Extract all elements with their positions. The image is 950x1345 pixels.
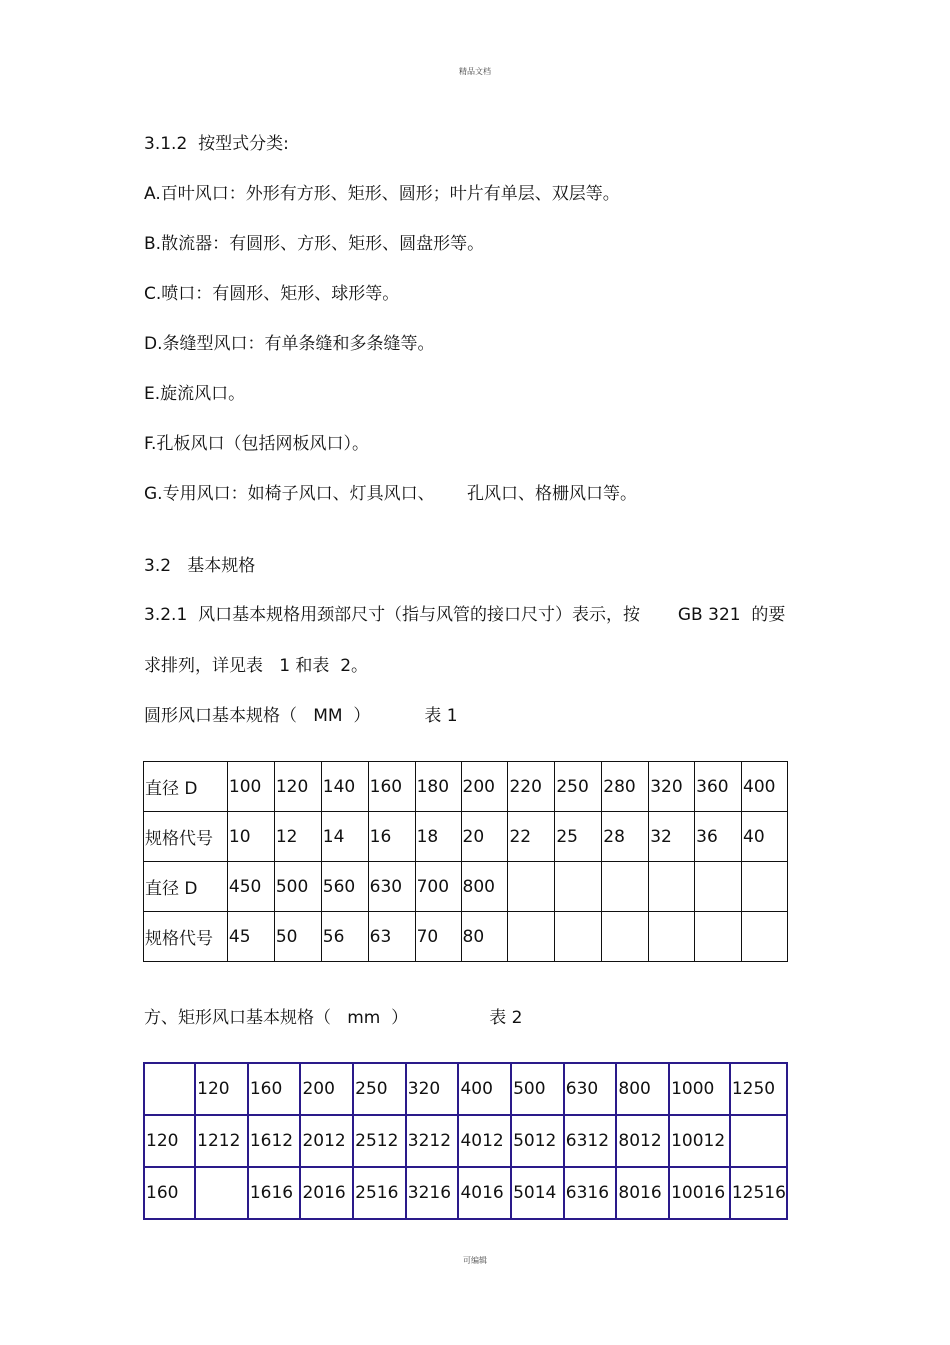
table-cell	[144, 1063, 195, 1115]
table-cell: 18	[415, 812, 461, 862]
table-cell: 200	[461, 762, 508, 812]
table-cell	[649, 862, 695, 912]
table-cell: 100	[227, 762, 274, 812]
table-cell: 800	[461, 862, 508, 912]
table-cell: 20	[461, 812, 508, 862]
table-cell: 180	[415, 762, 461, 812]
table-cell	[695, 912, 742, 962]
table-cell: 80	[461, 912, 508, 962]
table-cell: 160	[368, 762, 415, 812]
rect-vent-spec-table	[143, 1062, 788, 1220]
table-cell: 1212	[195, 1115, 248, 1167]
table-cell: 12	[274, 812, 321, 862]
table-cell: 1616	[248, 1167, 301, 1219]
list-item-d: D.条缝型风口：有单条缝和多条缝等。	[144, 334, 435, 354]
list-item-c: C.喷口：有圆形、矩形、球形等。	[144, 284, 400, 304]
table-cell: 2016	[300, 1167, 353, 1219]
table-row	[144, 762, 788, 812]
table-cell: 400	[742, 762, 788, 812]
table-cell: 1612	[248, 1115, 301, 1167]
table-cell	[555, 912, 602, 962]
table1-caption: 圆形风口基本规格（ MM ） 表 1	[144, 706, 458, 726]
table-cell: 直径 D	[144, 762, 228, 812]
table-cell: 8016	[616, 1167, 669, 1219]
table-cell: 320	[649, 762, 695, 812]
table-cell: 2516	[353, 1167, 406, 1219]
table-cell: 200	[300, 1063, 353, 1115]
table-cell: 5014	[511, 1167, 564, 1219]
table2-caption: 方、矩形风口基本规格（ mm ） 表 2	[144, 1008, 523, 1028]
table-cell: 800	[616, 1063, 669, 1115]
table-cell: 10012	[669, 1115, 730, 1167]
table-cell: 规格代号	[144, 812, 228, 862]
table-cell: 28	[602, 812, 649, 862]
table-cell	[695, 862, 742, 912]
table-cell: 4012	[458, 1115, 511, 1167]
paragraph-3-2-1: 3.2.1 风口基本规格用颈部尺寸（指与风管的接口尺寸）表示，按 GB 321 的要	[144, 605, 786, 625]
table-cell: 直径 D	[144, 862, 228, 912]
table-cell: 630	[564, 1063, 617, 1115]
table-cell: 160	[144, 1167, 195, 1219]
table-cell: 6312	[564, 1115, 617, 1167]
table-cell: 250	[555, 762, 602, 812]
table-cell: 70	[415, 912, 461, 962]
table-cell: 22	[508, 812, 555, 862]
table-row	[144, 862, 788, 912]
table-cell: 40	[742, 812, 788, 862]
table-cell: 1250	[730, 1063, 787, 1115]
table-cell: 50	[274, 912, 321, 962]
table-cell	[195, 1167, 248, 1219]
table-cell: 220	[508, 762, 555, 812]
table-cell: 120	[274, 762, 321, 812]
list-item-b: B.散流器：有圆形、方形、矩形、圆盘形等。	[144, 234, 485, 254]
table-cell: 500	[511, 1063, 564, 1115]
table-cell	[730, 1115, 787, 1167]
table-cell	[602, 912, 649, 962]
table-row	[144, 1167, 787, 1219]
table-row	[144, 912, 788, 962]
table-cell: 360	[695, 762, 742, 812]
table-cell: 25	[555, 812, 602, 862]
table-cell: 1000	[669, 1063, 730, 1115]
table-cell: 32	[649, 812, 695, 862]
table-cell: 8012	[616, 1115, 669, 1167]
table-cell: 6316	[564, 1167, 617, 1219]
paragraph-3-2-1-cont: 求排列，详见表 1 和表 2。	[144, 656, 369, 676]
table-cell: 450	[227, 862, 274, 912]
table-cell: 4016	[458, 1167, 511, 1219]
table-cell: 2012	[300, 1115, 353, 1167]
table-cell: 140	[321, 762, 368, 812]
table-cell: 3216	[406, 1167, 459, 1219]
table-cell: 12516	[730, 1167, 787, 1219]
table-cell: 5012	[511, 1115, 564, 1167]
table-row	[144, 1063, 787, 1115]
table-row	[144, 1115, 787, 1167]
table-cell: 10	[227, 812, 274, 862]
table-cell: 56	[321, 912, 368, 962]
table-cell	[508, 912, 555, 962]
table-cell: 14	[321, 812, 368, 862]
table-cell: 2512	[353, 1115, 406, 1167]
table-cell: 3212	[406, 1115, 459, 1167]
table-row	[144, 812, 788, 862]
page-header: 精品文档	[459, 67, 491, 76]
table-cell: 630	[368, 862, 415, 912]
section-3-2-heading: 3.2 基本规格	[144, 556, 256, 576]
table-cell	[649, 912, 695, 962]
list-item-g: G.专用风口：如椅子风口、灯具风口、 孔风口、格栅风口等。	[144, 484, 637, 504]
list-item-f: F.孔板风口（包括网板风口）。	[144, 434, 369, 454]
table-cell: 10016	[669, 1167, 730, 1219]
table-cell: 250	[353, 1063, 406, 1115]
table-cell: 45	[227, 912, 274, 962]
table-cell: 400	[458, 1063, 511, 1115]
table-cell	[508, 862, 555, 912]
table-cell: 规格代号	[144, 912, 228, 962]
table-cell: 700	[415, 862, 461, 912]
table-cell: 36	[695, 812, 742, 862]
table-cell: 63	[368, 912, 415, 962]
list-item-e: E.旋流风口。	[144, 384, 246, 404]
table-cell	[742, 862, 788, 912]
table-cell: 280	[602, 762, 649, 812]
table-cell	[555, 862, 602, 912]
table-cell: 560	[321, 862, 368, 912]
table-cell: 500	[274, 862, 321, 912]
table-cell: 16	[368, 812, 415, 862]
table-cell	[742, 912, 788, 962]
round-vent-spec-table	[143, 761, 788, 962]
page-footer: 可编辑	[463, 1256, 487, 1265]
list-item-a: A.百叶风口：外形有方形、矩形、圆形；叶片有单层、双层等。	[144, 184, 620, 204]
section-3-1-2-heading: 3.1.2 按型式分类:	[144, 134, 289, 154]
table-cell: 160	[248, 1063, 301, 1115]
table-cell: 120	[144, 1115, 195, 1167]
table-cell: 320	[406, 1063, 459, 1115]
table-cell: 120	[195, 1063, 248, 1115]
table-cell	[602, 862, 649, 912]
